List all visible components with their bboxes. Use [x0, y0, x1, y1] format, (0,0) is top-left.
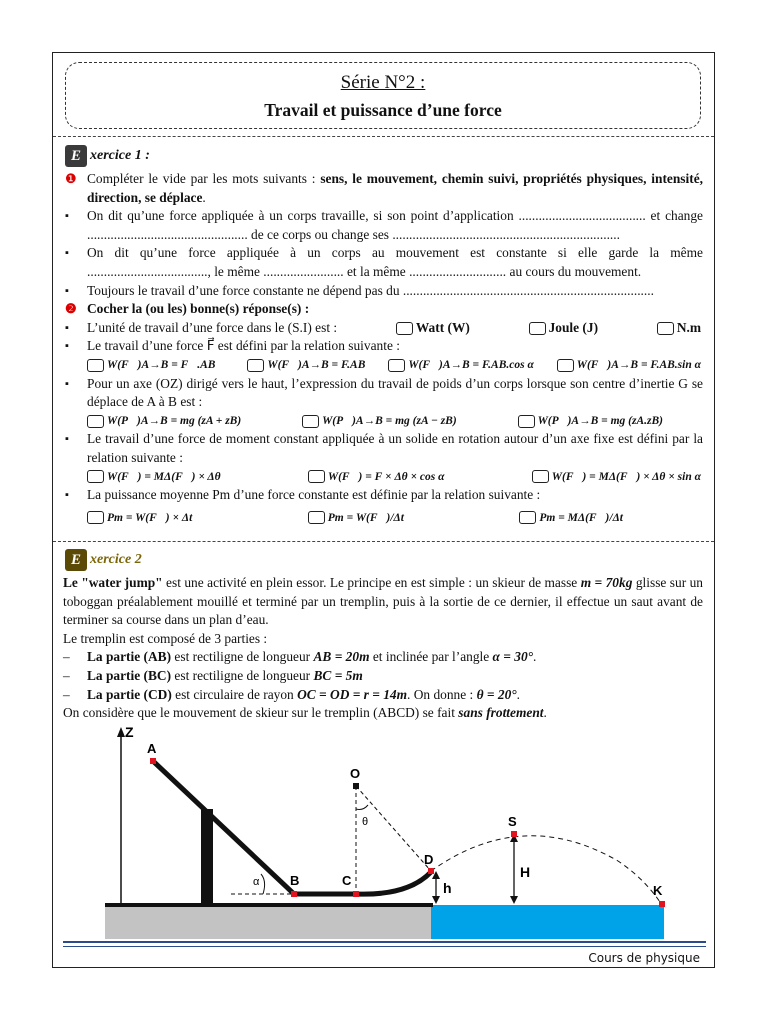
footer-rule [63, 941, 706, 943]
moment-option-3[interactable]: W(F⃗) = MΔ(F⃗) × Δθ × sin α [532, 468, 701, 487]
exercise-title: xercice 1 : [90, 147, 150, 163]
checkbox[interactable] [87, 511, 104, 524]
separator-top [53, 136, 714, 137]
label-o: O [350, 766, 361, 781]
weight-work-options [63, 412, 703, 431]
power-options [63, 509, 703, 528]
z-axis-arrow [117, 727, 125, 737]
moment-work-options [63, 468, 703, 487]
option-joule[interactable]: Joule (J) [529, 319, 598, 338]
checkbox[interactable] [519, 511, 536, 524]
part-ab: – La partie (AB) est rectiligne de longueur AB = 20m et inclinée par l’angle α = 30°. [63, 649, 537, 665]
option-watt[interactable]: Watt (W) [396, 319, 470, 338]
structure-intro: Le tremplin est composé de 3 parties : [63, 630, 268, 646]
arc-cd [356, 872, 431, 894]
footer-text: Cours de physique [588, 951, 700, 965]
question-work-definition: ▪ Le travail d’une force F⃗ est défini par la relation suivante : [65, 338, 400, 354]
checkbox[interactable] [388, 359, 405, 372]
checkbox[interactable] [87, 470, 104, 483]
axis-option-3[interactable]: W(P⃗)A→B = mg (zA.zB) [518, 412, 663, 431]
ground [105, 905, 431, 939]
fill-blank-2: ▪ On dit qu’une force appliquée à un corps au mouvement est constante si elle garde la même ...................................., le même ........................ et la même ............................. au cours du mouvement. [65, 245, 703, 279]
water [431, 905, 664, 939]
support-pillar [201, 809, 213, 905]
def-option-2[interactable]: W(F⃗)A→B = F.AB [247, 356, 365, 375]
checkbox[interactable] [396, 322, 413, 335]
radius-od [356, 786, 434, 871]
label-b: B [290, 873, 300, 888]
page-subtitle: Travail et puissance d’une force [264, 100, 502, 120]
intro-paragraph: Le "water jump" est une activité en plein essor. Le principe en est simple : un skieur de masse m = 70kg glisse sur un toboggan préalablement mouillé et terminé par un tremplin, puis à la sortie de ce dernier, il effectue un saut avant de terminer sa course dans un plan d’eau. [63, 575, 703, 628]
separator-middle [53, 541, 714, 542]
option-newton-meter[interactable]: N.m [657, 319, 701, 338]
power-option-2[interactable]: Pm = W(F⃗)/Δt [308, 509, 404, 528]
fill-blank-3: ▪ Toujours le travail d’une force constante ne dépend pas du ........................................................................... [65, 282, 654, 298]
point-d [428, 868, 434, 874]
checkbox[interactable] [247, 359, 264, 372]
moment-option-1[interactable]: W(F⃗) = MΔ(F⃗) × Δθ [87, 468, 221, 487]
checkbox[interactable] [308, 511, 325, 524]
footer-rule-thin [63, 946, 706, 947]
exercise-badge: E [65, 549, 87, 571]
label-big-h: H [520, 864, 531, 880]
page-frame [52, 52, 715, 968]
checkbox[interactable] [87, 359, 104, 372]
label-a: A [147, 741, 157, 756]
moment-option-2[interactable]: W(F⃗) = F × Δθ × cos α [308, 468, 445, 487]
point-a [150, 758, 156, 764]
point-o [353, 783, 359, 789]
axis-option-2[interactable]: W(P⃗)A→B = mg (zA − zB) [302, 412, 457, 431]
q2-marker: ❷ [65, 301, 77, 317]
label-d: D [424, 852, 434, 867]
exercise-1-heading [65, 145, 150, 167]
exercise-title: xercice 2 [90, 551, 142, 567]
slope-ab [153, 761, 294, 894]
label-small-h: h [443, 880, 452, 896]
checkbox[interactable] [532, 470, 549, 483]
question-weight-work: ▪ Pour un axe (OZ) dirigé vers le haut, l’expression du travail de poids d’un corps lorsque son centre d’inertie G se déplace de A à B est : [65, 375, 703, 410]
question-average-power: ▪ La puissance moyenne Pm d’une force constante est définie par la relation suivante : [65, 487, 541, 503]
h-arrow-bottom [510, 896, 518, 904]
checkbox[interactable] [302, 415, 319, 428]
def-option-1[interactable]: W(F⃗)A→B = F⃗.AB⃗ [87, 356, 224, 375]
work-definition-options [63, 356, 703, 375]
jump-trajectory [431, 836, 662, 905]
label-s: S [508, 814, 517, 829]
label-theta: θ [362, 816, 369, 828]
checkbox[interactable] [308, 470, 325, 483]
checkbox[interactable] [529, 322, 546, 335]
part-bc: – La partie (BC) est rectiligne de longueur BC = 5m [63, 667, 363, 683]
checkbox[interactable] [657, 322, 674, 335]
frictionless-note: On considère que le mouvement de skieur sur le tremplin (ABCD) se fait sans frottement. [63, 705, 547, 721]
checkbox[interactable] [557, 359, 574, 372]
def-option-4[interactable]: W(F⃗)A→B = F.AB.sin α [557, 356, 701, 375]
question-moment-work: ▪ Le travail d’une force de moment constant appliquée à un solide en rotation autour d’un axe fixe est défini par la relation suivante : [65, 431, 703, 465]
axis-option-1[interactable]: W(P⃗)A→B = mg (zA + zB) [87, 412, 241, 431]
q1-intro: ❶ Compléter le vide par les mots suivants : sens, le mouvement, chemin suivi, propriétés physiques, intensité, direction, se déplace. [65, 171, 703, 205]
small-h-arrow-bottom [432, 896, 440, 904]
power-option-1[interactable]: Pm = W(F⃗) × Δt [87, 509, 192, 528]
checkbox[interactable] [87, 415, 104, 428]
point-k [659, 901, 665, 907]
water-jump-diagram [53, 721, 714, 943]
part-cd: – La partie (CD) est circulaire de rayon OC = OD = r = 14m. On donne : θ = 20°. [63, 686, 520, 702]
title-box [65, 62, 701, 129]
power-option-3[interactable]: Pm = MΔ(F⃗)/Δt [519, 509, 623, 528]
q2-title: ❷ Cocher la (ou les) bonne(s) réponse(s) : [63, 300, 703, 319]
point-b [291, 891, 297, 897]
alpha-arc [261, 874, 265, 894]
exercise-1-content [63, 170, 703, 527]
q1-marker: ❶ [65, 171, 77, 186]
exercise-2-content [63, 574, 703, 723]
checkbox[interactable] [518, 415, 535, 428]
def-option-3[interactable]: W(F⃗)A→B = F.AB.cos α [388, 356, 534, 375]
label-z: Z [125, 724, 134, 740]
point-c [353, 891, 359, 897]
series-title: Série N°2 : [340, 72, 426, 93]
question-unit: ▪ L’unité de travail d’une force dans le (S.I) est : Watt (W) Joule (J) N.m [63, 319, 703, 338]
exercise-badge: E [65, 145, 87, 167]
fill-blank-1: ▪ On dit qu’une force appliquée à un corps travaille, si son point d’application ...................................... et change ................................................ de ce corps ou change ses .................................................................... [65, 208, 703, 242]
label-c: C [342, 873, 352, 888]
exercise-2-heading [65, 549, 142, 571]
point-s [511, 831, 517, 837]
theta-arc [356, 805, 368, 810]
label-alpha: α [253, 876, 260, 888]
label-k: K [653, 883, 663, 898]
